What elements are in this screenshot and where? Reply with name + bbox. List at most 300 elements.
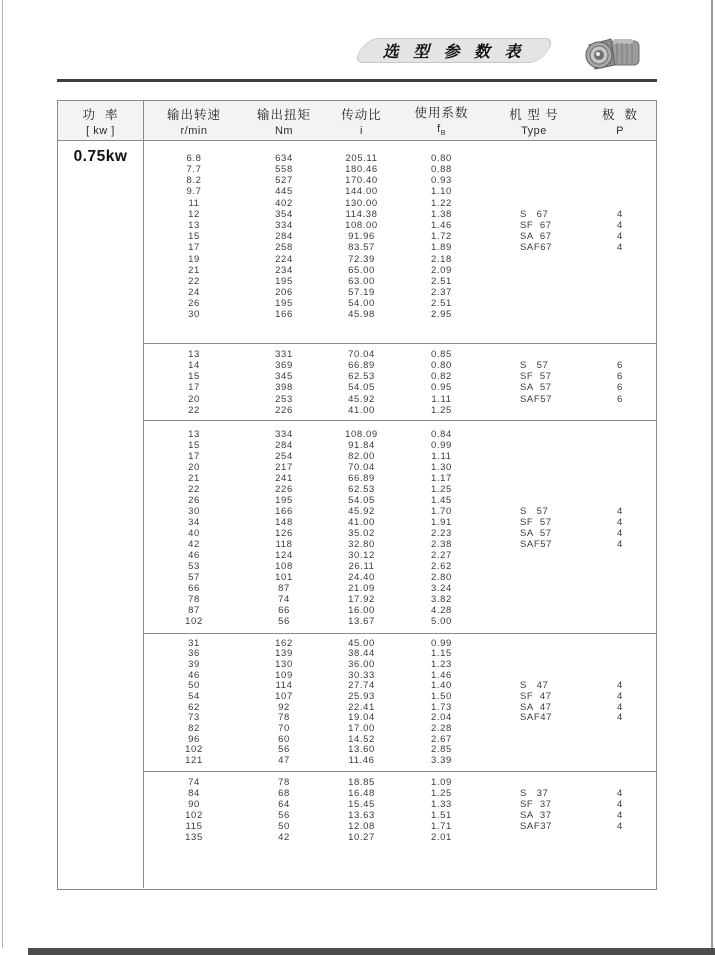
cell-fb: 1.72 [431, 231, 452, 243]
header-rpm-unit: r/min [180, 124, 208, 137]
cell-i: 41.00 [348, 516, 375, 528]
table-row [144, 209, 656, 220]
table-body [58, 141, 656, 888]
cell-fb: 1.09 [431, 776, 452, 788]
cell-i: 57.19 [348, 287, 375, 299]
cell-rpm: 15 [188, 231, 200, 243]
header-col-torque [244, 101, 324, 140]
table-row [144, 670, 656, 681]
cell-p: 4 [617, 219, 623, 231]
cell-type: S 37 [520, 787, 549, 799]
cell-nm: 402 [275, 197, 293, 209]
table-row [144, 405, 656, 416]
header-poles-unit: P [616, 124, 624, 137]
table-row [144, 681, 656, 692]
table-row [144, 164, 656, 175]
cell-i: 13.63 [348, 809, 375, 821]
table-row [144, 517, 656, 528]
cell-p: 6 [617, 393, 623, 405]
cell-rpm: 9.7 [186, 186, 202, 198]
cell-type: SF 37 [520, 798, 552, 810]
row-group-2 [144, 343, 656, 420]
cell-nm: 284 [275, 231, 293, 243]
cell-i: 41.00 [348, 404, 375, 416]
table-row [144, 713, 656, 724]
cell-fb: 1.71 [431, 820, 452, 832]
cell-i: 14.52 [348, 733, 375, 745]
cell-fb: 0.84 [431, 428, 452, 440]
cell-i: 114.38 [345, 208, 378, 220]
cell-rpm: 90 [188, 798, 200, 810]
table-row [144, 484, 656, 495]
cell-i: 170.40 [345, 175, 378, 187]
header-torque-unit: Nm [274, 124, 294, 137]
cell-i: 36.00 [348, 658, 375, 670]
cell-p: 6 [617, 371, 623, 383]
cell-rpm: 102 [185, 809, 203, 821]
cell-rpm: 17 [188, 450, 200, 462]
table-row [144, 821, 656, 832]
table-row [144, 440, 656, 451]
cell-nm: 253 [275, 393, 293, 405]
cell-rpm: 74 [188, 776, 200, 788]
cell-i: 54.00 [348, 298, 375, 310]
cell-i: 66.89 [348, 472, 375, 484]
power-value: 0.75kw [73, 148, 128, 165]
cell-fb: 2.95 [431, 309, 452, 321]
cell-fb: 2.67 [431, 733, 452, 745]
table-row [144, 745, 656, 756]
cell-i: 26.11 [348, 560, 375, 572]
cell-nm: 109 [275, 669, 293, 681]
cell-nm: 331 [275, 348, 293, 360]
cell-rpm: 73 [188, 712, 200, 724]
table-row [144, 298, 656, 309]
cell-fb: 5.00 [431, 615, 452, 627]
header-ratio-label: 传动比 [341, 107, 382, 122]
cell-rpm: 24 [188, 287, 200, 299]
cell-fb: 2.62 [431, 560, 452, 572]
table-row [144, 638, 656, 649]
cell-fb: 1.11 [431, 393, 452, 405]
table-row [144, 583, 656, 594]
cell-p: 6 [617, 360, 623, 372]
cell-nm: 162 [275, 637, 293, 649]
cell-i: 10.27 [348, 831, 375, 843]
cell-fb: 1.15 [431, 648, 452, 660]
cell-i: 45.92 [348, 393, 375, 405]
cell-fb: 2.28 [431, 723, 452, 735]
table-row [144, 572, 656, 583]
cell-nm: 74 [278, 593, 290, 605]
cell-rpm: 50 [188, 680, 200, 692]
cell-p: 4 [617, 516, 623, 528]
cell-nm: 101 [275, 571, 293, 583]
cell-fb: 1.46 [431, 669, 452, 681]
header-col-power [58, 101, 144, 140]
cell-rpm: 96 [188, 733, 200, 745]
cell-nm: 92 [278, 701, 290, 713]
table-row [144, 231, 656, 242]
cell-rpm: 20 [188, 393, 200, 405]
cell-type: SAF47 [520, 712, 553, 724]
cell-rpm: 22 [188, 275, 200, 287]
cell-fb: 1.33 [431, 798, 452, 810]
cell-i: 82.00 [348, 450, 375, 462]
cell-type: SF 67 [520, 219, 552, 231]
cell-type: S 47 [520, 680, 549, 692]
cell-p: 4 [617, 208, 623, 220]
table-row [144, 506, 656, 517]
cell-fb: 1.11 [431, 450, 452, 462]
cell-rpm: 46 [188, 549, 200, 561]
cell-i: 17.92 [348, 593, 375, 605]
cell-nm: 126 [275, 527, 293, 539]
cell-fb: 1.51 [431, 809, 452, 821]
cell-p: 4 [617, 798, 623, 810]
cell-p: 4 [617, 701, 623, 713]
cell-nm: 334 [275, 219, 293, 231]
cell-i: 180.46 [345, 164, 378, 176]
table-row [144, 198, 656, 209]
table-row [144, 702, 656, 713]
table-row [144, 605, 656, 616]
table-row [144, 287, 656, 298]
cell-rpm: 66 [188, 582, 200, 594]
cell-fb: 0.99 [431, 637, 452, 649]
cell-type: SA 47 [520, 701, 552, 713]
table-row [144, 383, 656, 394]
cell-i: 144.00 [345, 186, 378, 198]
cell-nm: 558 [275, 164, 293, 176]
cell-i: 83.57 [348, 242, 375, 254]
table-header [58, 101, 656, 141]
cell-nm: 241 [275, 472, 293, 484]
cell-fb: 4.28 [431, 604, 452, 616]
row-group-1 [144, 141, 656, 343]
table-row [144, 810, 656, 821]
header-ratio-unit: i [360, 124, 363, 137]
row-group-5 [144, 771, 656, 888]
cell-i: 108.00 [345, 219, 378, 231]
cell-nm: 118 [275, 538, 293, 550]
cell-fb: 1.23 [431, 658, 452, 670]
table-row [144, 724, 656, 735]
header-torque-label: 输出扭矩 [256, 107, 311, 122]
cell-fb: 2.18 [431, 253, 452, 265]
cell-p: 4 [617, 527, 623, 539]
table-row [144, 550, 656, 561]
cell-i: 30.12 [348, 549, 375, 561]
cell-i: 54.05 [348, 494, 375, 506]
table-row [144, 265, 656, 276]
header-power-label: 功 率 [82, 107, 119, 122]
cell-fb: 1.38 [431, 208, 452, 220]
cell-fb: 2.23 [431, 527, 452, 539]
cell-fb: 1.10 [431, 186, 452, 198]
cell-fb: 1.70 [431, 505, 452, 517]
table-groups [144, 141, 656, 888]
cell-type: SF 57 [520, 516, 552, 528]
cell-nm: 124 [275, 549, 293, 561]
cell-p: 4 [617, 505, 623, 517]
cell-i: 91.84 [348, 439, 375, 451]
page-title-banner [352, 38, 556, 63]
cell-nm: 234 [275, 264, 293, 276]
cell-fb: 1.89 [431, 242, 452, 254]
cell-rpm: 17 [188, 242, 200, 254]
cell-nm: 217 [275, 461, 293, 473]
cell-fb: 0.88 [431, 164, 452, 176]
cell-fb: 0.93 [431, 175, 452, 187]
table-row [144, 349, 656, 360]
cell-i: 45.98 [348, 309, 375, 321]
cell-type: SA 57 [520, 527, 552, 539]
cell-rpm: 14 [188, 360, 200, 372]
cell-rpm: 22 [188, 483, 200, 495]
cell-nm: 107 [275, 691, 293, 703]
cell-type: SAF57 [520, 393, 553, 405]
header-col-type [484, 101, 584, 140]
cell-rpm: 102 [185, 615, 203, 627]
page-title: 选 型 参 数 表 [382, 44, 526, 61]
table-row [144, 473, 656, 484]
cell-p: 4 [617, 538, 623, 550]
cell-nm: 114 [275, 680, 293, 692]
cell-rpm: 34 [188, 516, 200, 528]
cell-nm: 206 [275, 287, 293, 299]
cell-rpm: 26 [188, 298, 200, 310]
cell-fb: 2.04 [431, 712, 452, 724]
cell-p: 4 [617, 712, 623, 724]
gearmotor-icon [583, 31, 643, 73]
cell-nm: 56 [278, 809, 290, 821]
cell-rpm: 21 [188, 472, 200, 484]
table-row [144, 371, 656, 382]
cell-fb: 1.73 [431, 701, 452, 713]
cell-fb: 0.80 [431, 360, 452, 372]
cell-fb: 2.01 [431, 831, 452, 843]
cell-rpm: 54 [188, 691, 200, 703]
cell-nm: 66 [278, 604, 290, 616]
cell-i: 66.89 [348, 360, 375, 372]
cell-nm: 42 [278, 831, 290, 843]
table-row [144, 495, 656, 506]
cell-i: 24.40 [348, 571, 375, 583]
cell-type: S 57 [520, 360, 549, 372]
cell-rpm: 40 [188, 527, 200, 539]
cell-type: SF 47 [520, 691, 552, 703]
cell-p: 4 [617, 820, 623, 832]
cell-i: 25.93 [348, 691, 375, 703]
cell-nm: 284 [275, 439, 293, 451]
cell-fb: 1.25 [431, 787, 452, 799]
header-col-poles [584, 101, 656, 140]
cell-nm: 78 [278, 776, 290, 788]
cell-type: SA 67 [520, 231, 552, 243]
cell-rpm: 46 [188, 669, 200, 681]
cell-i: 72.39 [348, 253, 375, 265]
table-row [144, 539, 656, 550]
cell-rpm: 42 [188, 538, 200, 550]
cell-nm: 139 [275, 648, 293, 660]
cell-rpm: 11 [188, 197, 200, 209]
page-edge-right [711, 0, 713, 948]
cell-rpm: 30 [188, 309, 200, 321]
cell-nm: 87 [278, 582, 290, 594]
cell-rpm: 20 [188, 461, 200, 473]
table-row [144, 153, 656, 164]
table-row [144, 429, 656, 440]
cell-rpm: 135 [185, 831, 203, 843]
cell-i: 38.44 [348, 648, 375, 660]
cell-fb: 2.51 [431, 298, 452, 310]
header-rpm-label: 输出转速 [166, 107, 221, 122]
cell-fb: 1.25 [431, 483, 452, 495]
cell-rpm: 31 [188, 637, 200, 649]
cell-fb: 1.91 [431, 516, 452, 528]
table-row [144, 451, 656, 462]
cell-nm: 634 [275, 152, 293, 164]
table-row [144, 649, 656, 660]
cell-i: 62.53 [348, 371, 375, 383]
power-column [58, 141, 144, 888]
cell-rpm: 12 [188, 208, 200, 220]
table-row [144, 528, 656, 539]
cell-fb: 3.39 [431, 755, 452, 767]
cell-p: 4 [617, 691, 623, 703]
cell-nm: 47 [278, 755, 290, 767]
cell-nm: 60 [278, 733, 290, 745]
cell-rpm: 82 [188, 723, 200, 735]
page-edge-bottom [28, 948, 715, 955]
table-row [144, 175, 656, 186]
cell-i: 70.04 [348, 348, 375, 360]
table-row [144, 734, 656, 745]
table-row [144, 799, 656, 810]
cell-fb: 2.09 [431, 264, 452, 276]
cell-rpm: 78 [188, 593, 200, 605]
cell-nm: 254 [275, 450, 293, 462]
cell-nm: 50 [278, 820, 290, 832]
cell-i: 22.41 [348, 701, 375, 713]
cell-i: 11.46 [348, 755, 375, 767]
selection-table [57, 100, 657, 890]
cell-i: 35.02 [348, 527, 375, 539]
cell-rpm: 13 [188, 428, 200, 440]
cell-nm: 108 [275, 560, 293, 572]
cell-fb: 3.24 [431, 582, 452, 594]
table-row [144, 594, 656, 605]
cell-fb: 2.37 [431, 287, 452, 299]
cell-fb: 3.82 [431, 593, 452, 605]
cell-i: 45.00 [348, 637, 375, 649]
cell-p: 4 [617, 231, 623, 243]
cell-nm: 78 [278, 712, 290, 724]
cell-nm: 354 [275, 208, 293, 220]
cell-rpm: 84 [188, 787, 200, 799]
cell-type: S 57 [520, 505, 549, 517]
cell-p: 4 [617, 680, 623, 692]
cell-fb: 0.99 [431, 439, 452, 451]
cell-rpm: 17 [188, 382, 200, 394]
title-underline [57, 79, 657, 82]
cell-rpm: 121 [185, 755, 203, 767]
table-row [144, 360, 656, 371]
table-row [144, 616, 656, 627]
cell-rpm: 87 [188, 604, 200, 616]
table-row [144, 462, 656, 473]
cell-p: 4 [617, 242, 623, 254]
table-row [144, 788, 656, 799]
cell-rpm: 26 [188, 494, 200, 506]
table-row [144, 254, 656, 265]
cell-fb: 1.30 [431, 461, 452, 473]
cell-i: 18.85 [348, 776, 375, 788]
header-col-rpm [144, 101, 244, 140]
cell-rpm: 57 [188, 571, 200, 583]
cell-rpm: 22 [188, 404, 200, 416]
row-group-4 [144, 633, 656, 771]
cell-rpm: 62 [188, 701, 200, 713]
cell-i: 65.00 [348, 264, 375, 276]
cell-i: 45.92 [348, 505, 375, 517]
cell-nm: 258 [275, 242, 293, 254]
cell-i: 62.53 [348, 483, 375, 495]
cell-type: SF 57 [520, 371, 552, 383]
cell-rpm: 36 [188, 648, 200, 660]
cell-i: 30.33 [348, 669, 375, 681]
table-row [144, 276, 656, 287]
cell-rpm: 39 [188, 658, 200, 670]
header-col-servicefactor [399, 101, 484, 140]
cell-i: 19.04 [348, 712, 375, 724]
cell-nm: 70 [278, 723, 290, 735]
cell-nm: 148 [275, 516, 293, 528]
header-servicefactor-unit: $f_B$ [437, 123, 446, 138]
table-row [144, 832, 656, 843]
cell-nm: 195 [275, 275, 293, 287]
table-row [144, 220, 656, 231]
table-row [144, 187, 656, 198]
cell-rpm: 13 [188, 219, 200, 231]
cell-p: 6 [617, 382, 623, 394]
cell-nm: 345 [275, 371, 293, 383]
cell-i: 54.05 [348, 382, 375, 394]
cell-fb: 1.25 [431, 404, 452, 416]
cell-nm: 56 [278, 744, 290, 756]
cell-nm: 334 [275, 428, 293, 440]
cell-fb: 0.95 [431, 382, 452, 394]
cell-rpm: 115 [185, 820, 203, 832]
cell-fb: 1.22 [431, 197, 452, 209]
cell-nm: 68 [278, 787, 290, 799]
cell-nm: 527 [275, 175, 293, 187]
cell-i: 108.09 [345, 428, 378, 440]
cell-rpm: 102 [185, 744, 203, 756]
cell-fb: 1.46 [431, 219, 452, 231]
header-power-unit: [ kw ] [86, 124, 115, 137]
cell-rpm: 7.7 [186, 164, 202, 176]
cell-rpm: 15 [188, 439, 200, 451]
header-poles-label: 极 数 [602, 107, 638, 122]
cell-i: 70.04 [348, 461, 375, 473]
cell-i: 13.67 [348, 615, 375, 627]
cell-rpm: 8.2 [186, 175, 202, 187]
cell-nm: 226 [275, 483, 293, 495]
cell-rpm: 13 [188, 348, 200, 360]
table-row [144, 756, 656, 767]
